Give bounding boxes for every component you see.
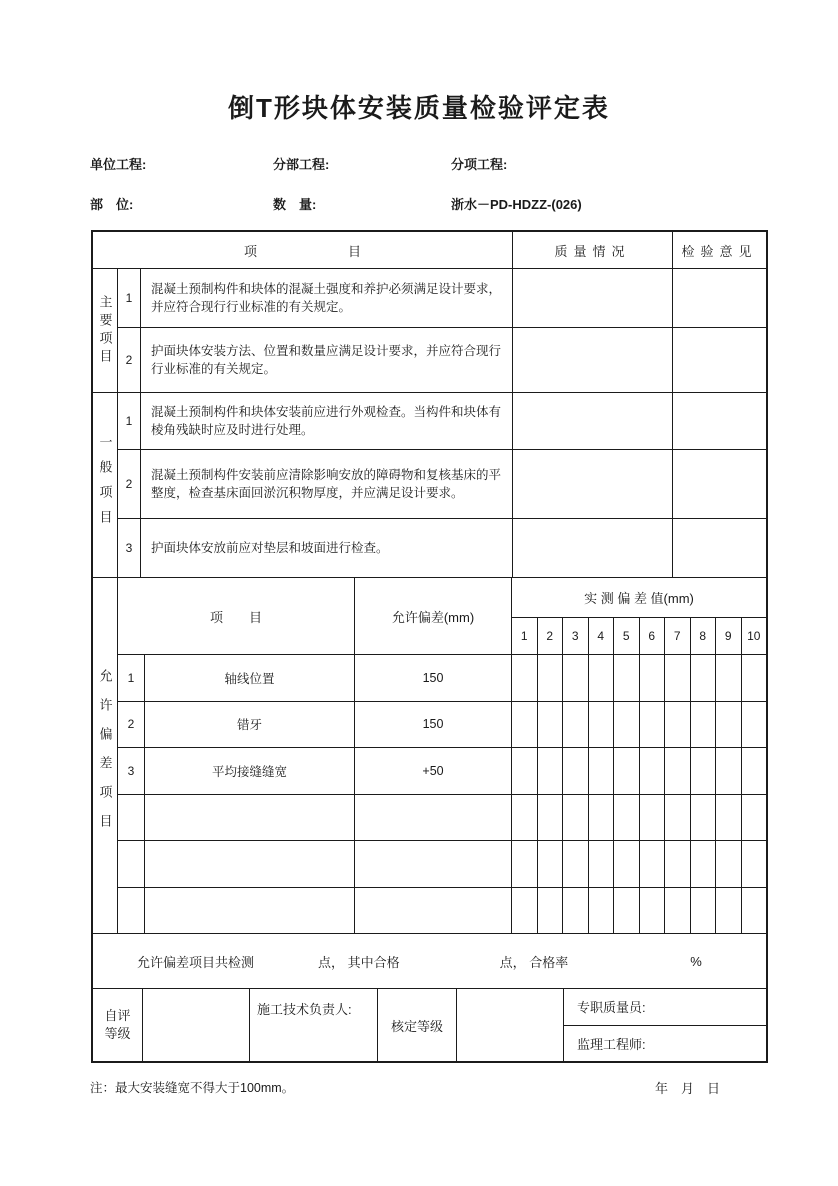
- dev-item-name: [145, 795, 355, 841]
- stats-points-label: 点， 其中合格: [318, 954, 400, 970]
- measure-cell: [614, 888, 640, 934]
- measure-cell: [614, 655, 640, 701]
- opinion-cell: [673, 328, 766, 392]
- dev-item-name: 错牙: [145, 702, 355, 748]
- measure-cell: [742, 888, 767, 934]
- measure-cell: [589, 841, 615, 887]
- measure-cell: [563, 748, 589, 794]
- dev-header-measured: [512, 578, 766, 654]
- footer-note: 注：最大安装缝宽不得大于100mm。: [90, 1081, 295, 1095]
- measure-cells: [512, 655, 766, 701]
- signature-cells: [564, 989, 766, 1061]
- measure-cell: [742, 795, 767, 841]
- dev-item-allowed: [355, 841, 512, 887]
- measure-cells: [512, 795, 766, 841]
- subitem-project-label: 分项工程:: [451, 157, 508, 172]
- measure-cell: [512, 748, 538, 794]
- dev-header-allowed: 允许偏差(mm): [355, 578, 512, 654]
- page-title: 倒T形块体安装质量检验评定表: [228, 93, 610, 123]
- measure-cell: [691, 841, 717, 887]
- measure-cell: [716, 748, 742, 794]
- opinion-cell: [673, 269, 766, 327]
- dev-item-name: [145, 888, 355, 934]
- dev-item-no: 1: [118, 655, 145, 701]
- footer-date: 年 月 日: [655, 1081, 721, 1096]
- header-item: 项 目: [93, 232, 513, 268]
- main-items-section: [93, 269, 766, 393]
- measure-cell: [538, 748, 564, 794]
- general-item-row: [118, 519, 766, 577]
- dev-item-allowed: [355, 888, 512, 934]
- dev-item-allowed: +50: [355, 748, 512, 794]
- table-header-row: [93, 232, 766, 269]
- measure-cell: [665, 841, 691, 887]
- dev-item-allowed: [355, 795, 512, 841]
- unit-project-label: 单位工程:: [90, 157, 147, 172]
- quality-cell: [513, 328, 673, 392]
- quantity-label: 数 量:: [273, 197, 317, 212]
- measure-cell: [538, 655, 564, 701]
- measure-cell: [665, 748, 691, 794]
- dev-row: [118, 748, 766, 795]
- measure-cell: [512, 655, 538, 701]
- measure-cell: [742, 841, 767, 887]
- measure-col-8: 8: [691, 618, 717, 654]
- measure-cell: [538, 795, 564, 841]
- dev-item-no: [118, 888, 145, 934]
- measure-cell: [640, 795, 666, 841]
- measure-cells: [512, 888, 766, 934]
- tech-lead-label: 施工技术负责人:: [250, 989, 378, 1061]
- general-section-label: 一般项目: [93, 393, 118, 577]
- deviation-header: [118, 578, 766, 655]
- measure-cells: [512, 702, 766, 748]
- measure-col-3: 3: [563, 618, 589, 654]
- measure-cell: [742, 702, 767, 748]
- quality-cell: [513, 519, 673, 577]
- measure-cell: [614, 702, 640, 748]
- measure-col-2: 2: [538, 618, 564, 654]
- dev-item-no: [118, 841, 145, 887]
- quality-officer-label: 专职质量员:: [564, 989, 766, 1026]
- dev-row: [118, 795, 766, 842]
- item-text: 护面块体安装方法、位置和数量应满足设计要求，并应符合现行行业标准的有关规定。: [141, 328, 513, 392]
- self-grade-value-cell: [143, 989, 250, 1061]
- self-grade-label: 自评等级: [93, 989, 143, 1061]
- main-item-row: [118, 328, 766, 392]
- measure-cell: [716, 702, 742, 748]
- opinion-cell: [673, 450, 766, 518]
- dev-item-no: [118, 795, 145, 841]
- measure-cell: [691, 888, 717, 934]
- measure-cell: [640, 841, 666, 887]
- measure-cell: [665, 888, 691, 934]
- measure-cell: [614, 795, 640, 841]
- stats-percent-label: %: [690, 953, 702, 969]
- measure-cell: [512, 888, 538, 934]
- measure-cell: [589, 702, 615, 748]
- measure-column-numbers: [512, 618, 766, 654]
- inspection-table: [91, 230, 768, 1063]
- deviation-rows: [118, 655, 766, 933]
- dev-item-no: 3: [118, 748, 145, 794]
- measure-cell: [716, 655, 742, 701]
- dev-item-name: 平均接缝缝宽: [145, 748, 355, 794]
- quality-cell: [513, 393, 673, 449]
- measure-cell: [716, 888, 742, 934]
- measure-cell: [512, 841, 538, 887]
- measure-col-9: 9: [716, 618, 742, 654]
- dev-item-allowed: 150: [355, 702, 512, 748]
- item-text: 护面块体安放前应对垫层和坡面进行检查。: [141, 519, 513, 577]
- dev-item-name: [145, 841, 355, 887]
- dev-row: [118, 702, 766, 749]
- deviation-section: [93, 578, 766, 934]
- measure-cell: [589, 888, 615, 934]
- measured-values-title: 实 测 偏 差 值(mm): [512, 578, 766, 618]
- measure-cell: [691, 795, 717, 841]
- stats-qualified-label: 点， 合格率: [499, 954, 569, 970]
- dev-item-no: 2: [118, 702, 145, 748]
- dev-row: [118, 888, 766, 934]
- quality-cell: [513, 269, 673, 327]
- measure-cell: [665, 795, 691, 841]
- dev-item-allowed: 150: [355, 655, 512, 701]
- measure-cell: [691, 748, 717, 794]
- measure-cell: [691, 655, 717, 701]
- dev-header-item: 项 目: [118, 578, 355, 654]
- general-item-row: [118, 450, 766, 519]
- header-opinion: 检验意见: [681, 243, 758, 259]
- measure-col-10: 10: [747, 629, 761, 643]
- item-no: 2: [118, 450, 141, 518]
- measure-col-4: 4: [589, 618, 615, 654]
- measure-cell: [640, 888, 666, 934]
- dev-row: [118, 655, 766, 702]
- dev-row: [118, 841, 766, 888]
- item-text: 混凝土预制构件安装前应清除影响安放的障碍物和复核基床的平整度，检查基床面回淤沉积物厚度，并应满足设计要求。: [141, 450, 513, 518]
- measure-cells: [512, 841, 766, 887]
- quality-cell: [513, 450, 673, 518]
- measure-cell: [742, 748, 767, 794]
- measure-cell: [538, 888, 564, 934]
- measure-cell: [691, 702, 717, 748]
- measure-cell: [716, 795, 742, 841]
- dev-item-name: 轴线位置: [145, 655, 355, 701]
- general-item-row: [118, 393, 766, 450]
- measure-cells: [512, 748, 766, 794]
- measure-cell: [716, 841, 742, 887]
- opinion-cell: [673, 519, 766, 577]
- opinion-cell: [673, 393, 766, 449]
- measure-col-6: 6: [640, 618, 666, 654]
- deviation-section-label: 允许偏差项目: [93, 578, 118, 933]
- measure-cell: [512, 702, 538, 748]
- measure-cell: [538, 702, 564, 748]
- measure-cell: [563, 888, 589, 934]
- header-quality: 质量情况: [513, 232, 673, 268]
- measure-cell: [614, 841, 640, 887]
- main-section-label: 主要项目: [93, 269, 118, 392]
- measure-cell: [665, 702, 691, 748]
- measure-cell: [640, 748, 666, 794]
- location-label: 部 位:: [90, 197, 134, 212]
- measure-cell: [742, 655, 767, 701]
- item-text: 混凝土预制构件和块体安装前应进行外观检查。当构件和块体有棱角残缺时应及时进行处理。: [141, 393, 513, 449]
- stats-row: [93, 934, 766, 989]
- general-items-section: [93, 393, 766, 578]
- item-text: 混凝土预制构件和块体的混凝土强度和养护必须满足设计要求，并应符合现行行业标准的有关规定。: [141, 269, 513, 327]
- verify-grade-value-cell: [457, 989, 564, 1061]
- measure-cell: [589, 655, 615, 701]
- verify-grade-label: 核定等级: [378, 989, 457, 1061]
- measure-cell: [563, 795, 589, 841]
- division-project-label: 分部工程:: [273, 157, 330, 172]
- measure-cell: [512, 795, 538, 841]
- measure-cell: [563, 841, 589, 887]
- measure-col-5: 5: [614, 618, 640, 654]
- measure-cell: [640, 702, 666, 748]
- stats-checked-label: 允许偏差项目共检测: [137, 954, 255, 970]
- item-no: 3: [118, 519, 141, 577]
- measure-cell: [614, 748, 640, 794]
- doc-code: 浙水－PD-HDZZ-(026): [451, 197, 582, 212]
- measure-cell: [563, 702, 589, 748]
- supervisor-label: 监理工程师:: [577, 1036, 646, 1052]
- item-no: 2: [118, 328, 141, 392]
- measure-cell: [589, 748, 615, 794]
- measure-cell: [665, 655, 691, 701]
- item-no: 1: [118, 269, 141, 327]
- measure-cell: [563, 655, 589, 701]
- measure-col-7: 7: [665, 618, 691, 654]
- measure-cell: [589, 795, 615, 841]
- measure-col-1: 1: [512, 618, 538, 654]
- item-no: 1: [118, 393, 141, 449]
- signoff-row: [93, 989, 766, 1061]
- meta-fields: [90, 152, 768, 222]
- measure-cell: [538, 841, 564, 887]
- main-item-row: [118, 269, 766, 328]
- measure-cell: [640, 655, 666, 701]
